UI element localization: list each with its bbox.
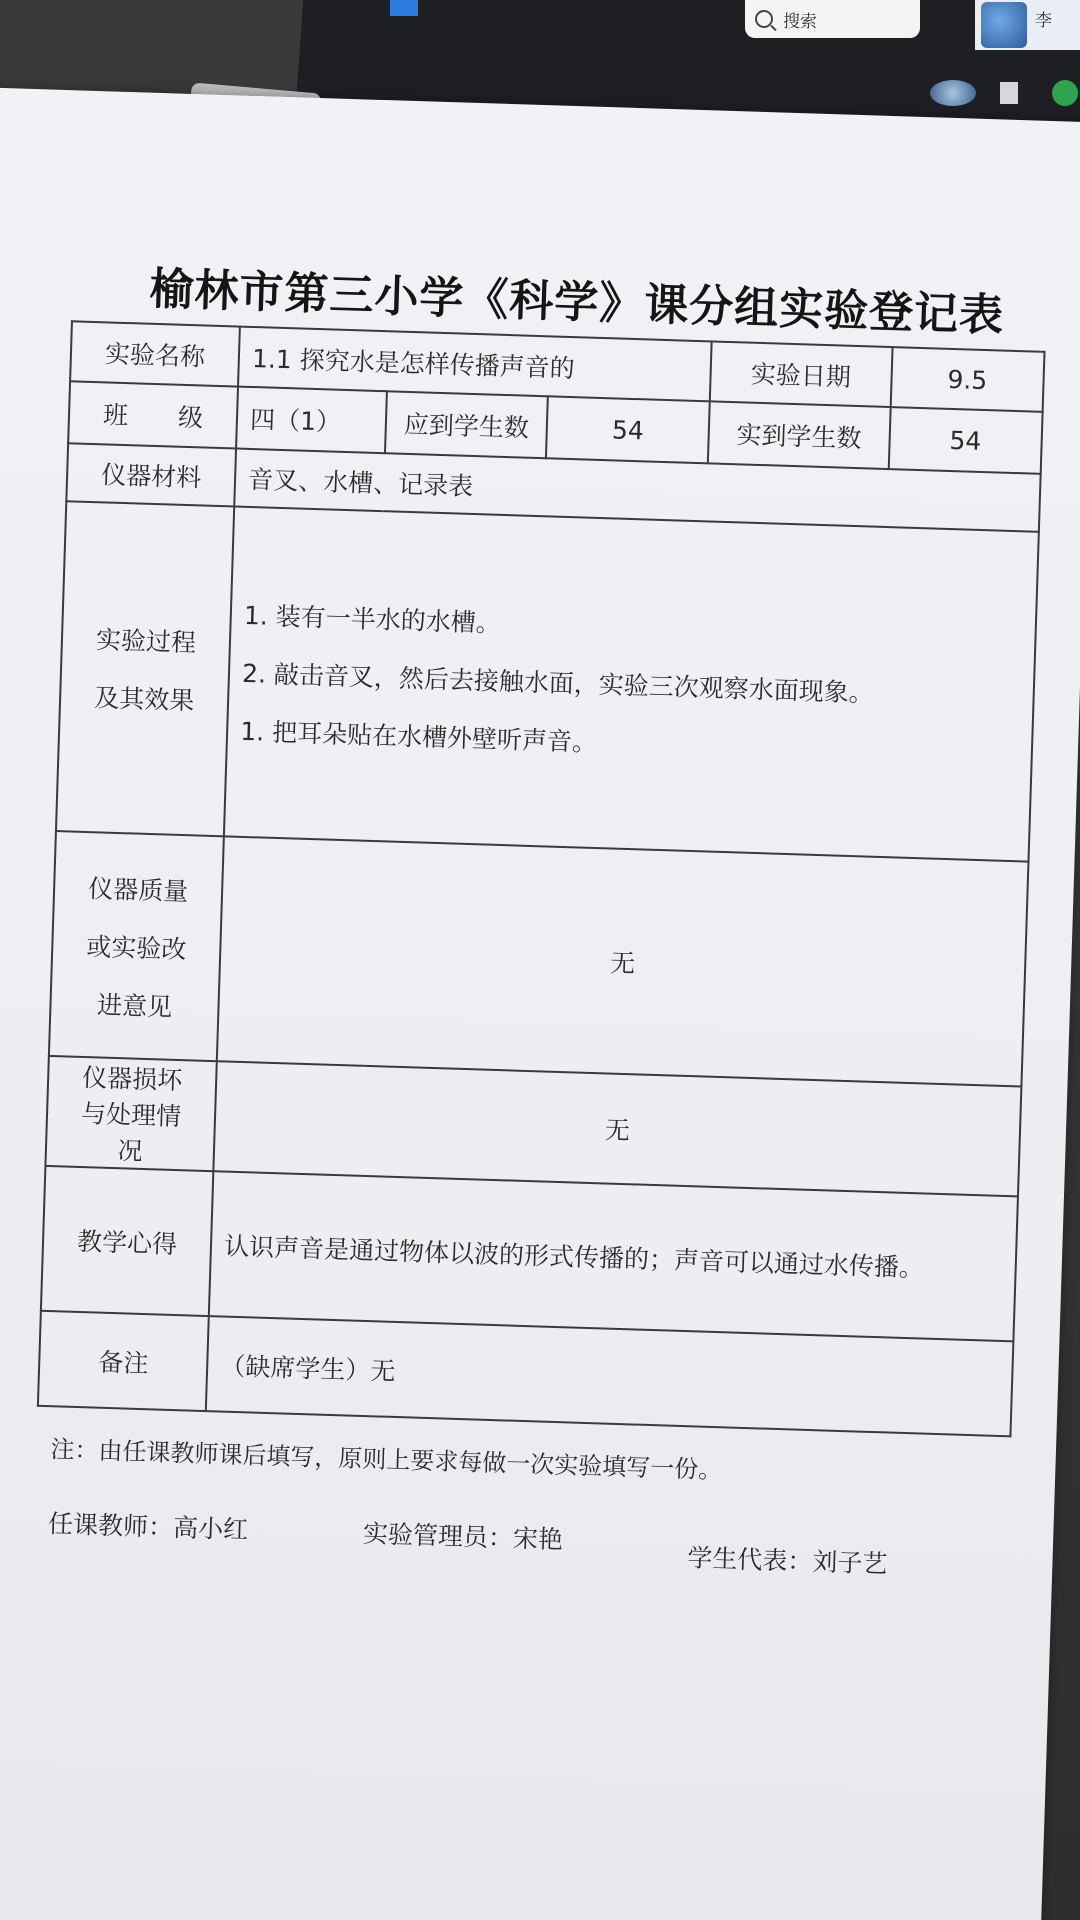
experiment-name-value: 1.1 探究水是怎样传播声音的 [238,327,711,402]
remarks-value: （缺席学生）无 [206,1316,1013,1436]
expected-students-value: 54 [546,396,710,463]
damage-label-line: 与处理情 [80,1098,182,1132]
paper-sheet [0,88,1080,1920]
registration-table [37,320,1046,1437]
process-step: 1. 装有一半水的水槽。 [243,600,502,638]
signature-line [47,1504,998,1594]
class-value: 四（1） [236,387,387,454]
actual-students-value: 54 [888,407,1042,474]
reflection-label: 教学心得 [41,1166,214,1316]
avatar [981,2,1027,48]
tray-app-icon [1000,82,1018,104]
wechat-icon [1052,80,1078,106]
table-row [49,831,1029,1086]
date-value: 9.5 [890,347,1044,412]
process-label-line: 及其效果 [93,683,195,716]
document-content [0,249,1038,1594]
taskbar-user-name: 李 [1035,11,1052,31]
quality-label-line: 仪器质量 [87,873,189,906]
materials-value: 音叉、水槽、记录表 [234,449,1040,532]
process-step: 1. 把耳朵贴在水槽外壁听声音。 [239,716,598,758]
date-label: 实验日期 [710,341,892,407]
lab-admin-signature: 实验管理员：宋艳 [362,1519,564,1555]
materials-label: 仪器材料 [66,443,236,506]
damage-label-line: 况 [117,1136,143,1166]
experiment-name-label: 实验名称 [70,321,240,386]
weather-icon [930,80,976,106]
expected-students-label: 应到学生数 [385,391,548,458]
taskbar-user-card [975,0,1080,50]
quality-value: 无 [217,836,1028,1086]
teacher-signature: 任课教师：高小红 [47,1509,249,1545]
damage-label-line: 仪器损坏 [81,1063,183,1096]
student-rep-signature: 学生代表：刘子艺 [686,1543,888,1579]
taskbar-search-box [745,0,920,38]
process-label-line: 实验过程 [95,625,197,658]
system-tray [930,70,1080,110]
windows-start-icon [390,0,418,16]
reflection-value: 认识声音是通过物体以波的形式传播的；声音可以通过水传播。 [209,1171,1018,1341]
process-label [56,501,234,836]
damage-value: 无 [214,1061,1022,1196]
quality-label-line: 进意见 [96,989,173,1022]
taskbar-search-label: 搜索 [783,11,817,32]
table-row [56,501,1039,861]
class-label: 班 级 [68,381,238,448]
search-icon [755,10,773,28]
remarks-label: 备注 [38,1311,209,1411]
quality-label [49,831,224,1061]
damage-label [45,1056,217,1171]
actual-students-label: 实到学生数 [708,401,890,469]
process-steps [224,507,1039,862]
document-title: 榆林市第三小学《科学》课分组实验登记表 [148,263,1005,342]
process-step: 2. 敲击音叉，然后去接触水面，实验三次观察水面现象。 [241,658,875,708]
footnote: 注：由任课教师课后填写，原则上要求每做一次实验填写一份。 [50,1435,723,1485]
quality-label-line: 或实验改 [85,931,187,964]
